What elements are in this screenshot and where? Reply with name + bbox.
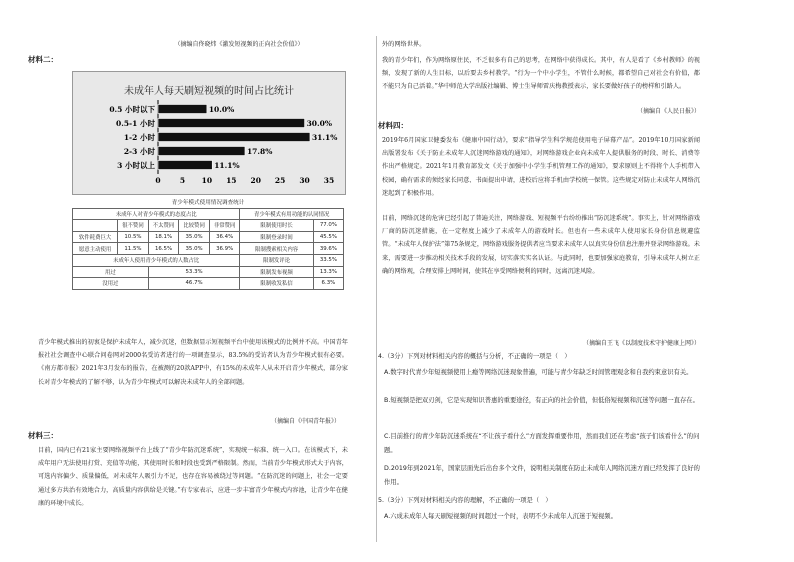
table-cell: 10.5%: [118, 231, 149, 243]
paragraph-material-two: 青少年模式推出的初衷是保护未成年人，减少沉迷，但数据显示短视频平台中使用该模式的比例并不高。中国青年报社社会调查中心联合问卷网对2000名受访者进行的一项调查显示，83.5%的受访者认为青少年模式很有必要。《南方都市报》2021年3月发布的报告，在被测的20款APP中，有15%的未成年人从未开启青少年模式，部分家长对青少年模式的了解不够，认为青少年模式可以解决未成年人的全部问题。: [38, 339, 348, 386]
source-citation-top: （摘编自佟晓炜《激发短视频的正向社会价值》）: [174, 41, 304, 48]
paragraph-right-3: 目前，网络沉迷的危害已经引起了普遍关注，网络游戏、短视频平台纷纷推出“防沉迷系统”。事实上，针对网络游戏厂商的防沉迷措施，在一定程度上减少了未成年人的游戏时长。但也有一些未成年人使用家长身份信息规避监管。“未成年人保护法”第75条规定，网络游戏服务提供者应当要求未成年人以真实身份信息注册并登录网络游戏。未来，需要进一步推动相关技术手段的发展，切实落实实名认证。与此同时，也要加强家庭教育，引导未成年人树立正确的网络观，合理安排上网时间，使其在享受网络便利的同时，远离沉迷风险。: [382, 215, 700, 275]
bar: [158, 105, 207, 114]
table-cell: 77.0%: [313, 220, 343, 232]
chart-title: 未成年人每天刷短视频的时间占比统计: [124, 86, 294, 97]
column-divider: [376, 36, 377, 542]
table-header-functions: 青少年模式有用功能的认同情况: [240, 208, 344, 220]
paragraph-right-1: 我的青少年们，作为网络原住民，不乏很多有自己的思考，在网络中获得成长。其中，有人是看了《乡村教师》的视频，发现了新的人生目标，以后要去乡村教学。“行为一个中小学生，不管什么时候，都希望自己对社会有价值，都不能只为自己活着。”华中师范大学出版社编辑、博士生导师雷庆梅教授表示，家长要做好孩子的榜样和引路人。: [382, 57, 700, 91]
table-cell: 18.1%: [148, 231, 179, 243]
table-cell: 53.3%: [148, 266, 240, 278]
material-three-heading: 材料三：: [28, 431, 58, 440]
source-citation-youth-daily: （摘编自《中国青年报》）: [270, 418, 340, 425]
table-cell-empty: [73, 220, 118, 232]
table-cell: 46.7%: [148, 278, 240, 290]
question-4-option-b[interactable]: B.短视频是把双刃剑，它是实现知识普惠的重要途径，有正向的社会价值，但低俗短视频和沉迷等问题一直存在。: [384, 397, 699, 404]
paragraph-right-2: 2019年6月国家卫健委发布《健康中国行动》，要求“指导学生科学规范使用电子屏幕产品”。2019年10月国家新闻出版署发布《关于防止未成年人沉迷网络游戏的通知》，对网络游戏企业向未成年人提供服务的时段、时长、消费等作出严格规定。2021年1月教育部发文《关于加强中小学生手机管理工作的通知》，要求原则上不得将个人手机带入校园，确有需求的须经家长同意、书面提出申请，进校后应将手机由学校统一保管。这些规定对防止未成年人网络沉迷起到了积极作用。: [382, 137, 700, 197]
table-subheader: 很不赞同: [118, 220, 149, 232]
paragraph-continued: 外的网络世界。: [382, 41, 426, 48]
x-tick-label: 25: [274, 176, 286, 185]
table-cell: 11.5%: [118, 243, 149, 255]
source-citation-wang-fei: （摘编自王飞《以制度技术守护健康上网》）: [582, 340, 700, 347]
data-label: 31.1%: [311, 133, 338, 142]
survey-table: [72, 197, 344, 290]
data-label: 30.0%: [306, 119, 332, 128]
table-row-label: 软件耗费巨大: [73, 231, 118, 243]
bar: [158, 161, 212, 170]
table-cell: 35.0%: [179, 231, 210, 243]
table-subheader: 比较赞同: [179, 220, 210, 232]
question-4-option-c[interactable]: C.目前推行的青少年防沉迷系统在“不让孩子看什么”方面发挥重要作用，然而我们还在考虑“孩子们该看什么”的问题。: [384, 433, 700, 454]
table-cell: 6.3%: [313, 278, 343, 290]
data-label: 10.0%: [208, 105, 235, 114]
table-cell: 限制收发私信: [240, 278, 313, 290]
question-5: 5.（3分）下列对材料相关内容的理解，不正确的一项是（ ）: [378, 497, 552, 504]
table-cell: 33.5%: [313, 254, 343, 266]
table-cell: 36.9%: [209, 243, 240, 255]
x-tick-label: 35: [323, 176, 335, 185]
question-4: 4.（3分）下列对材料相关内容的概括与分析，不正确的一项是（ ）: [378, 353, 571, 360]
table-row-label: 愿意主动使用: [73, 243, 118, 255]
material-two-heading: 材料二：: [28, 55, 58, 64]
table-cell: 39.6%: [313, 243, 343, 255]
table-cell: 45.5%: [313, 231, 343, 243]
material-four-heading: 材料四：: [378, 121, 408, 130]
y-tick-label: 1-2 小时: [123, 133, 155, 142]
y-tick-label: 3 小时以上: [117, 161, 155, 170]
x-tick-label: 10: [201, 176, 213, 185]
bar: [158, 147, 245, 156]
table-cell: 限制搜索相关内容: [240, 243, 313, 255]
table-row-label: 用过: [73, 266, 149, 278]
question-4-option-d[interactable]: D.2019年到2021年，国家层面先后出台多个文件，说明相关制度在防止未成年人网络沉迷方面已经发挥了良好的作用。: [384, 465, 700, 486]
chart-plot: [73, 72, 345, 194]
table-cell: 13.3%: [313, 266, 343, 278]
x-tick-label: 15: [226, 176, 237, 185]
table-subheader: 非常赞同: [209, 220, 240, 232]
bar: [158, 119, 305, 128]
table-caption: 青少年模式使用情况调查统计: [171, 200, 245, 207]
table-header-attitude: 未成年人对青少年模式的态度占比: [73, 208, 240, 220]
x-tick-label: 30: [299, 176, 310, 185]
table-cell: 限制使用时长: [240, 220, 313, 232]
question-4-option-a[interactable]: A.数字时代青少年短视频使用上瘾等网络沉迷现象普遍，可能与青少年缺乏时间管理观念和自我约束意识有关。: [384, 369, 693, 376]
bar: [158, 133, 310, 142]
table-subheader: 不太赞同: [148, 220, 179, 232]
x-tick-label: 5: [179, 176, 186, 185]
table-cell: 16.5%: [148, 243, 179, 255]
table-header-usage: 未成年人使用青少年模式的人数占比: [73, 254, 240, 266]
y-tick-label: 0.5-1 小时: [116, 119, 155, 128]
table-cell: 35.0%: [179, 243, 210, 255]
data-label: 17.8%: [246, 147, 273, 156]
question-5-option-a[interactable]: A.六成未成年人每天刷短视频的时间超过一个时，表明不少未成年人沉迷于短视频。: [384, 513, 617, 520]
table-cell: 36.4%: [209, 231, 240, 243]
paragraph-material-three: 目前，国内已有21家主要网络视频平台上线了“青少年防沉迷系统”，实现统一标准、统一入口。在该模式下，未成年用户无法使用打赏、充值等功能，其使用时长和时段也受到严格限制。然而，当前青少年模式形式大于内容，可选内容偏少、质量偏低，对未成年人吸引力不足，也存在容易被绕过等问题。“在防沉迷的问题上，社会一定要通过多方共治有效地合力，高质量内容供给是关键。”有专家表示，应进一步丰富青少年模式内容池，让青少年在健康的环境中成长。: [38, 447, 348, 507]
table-cell: 限制登录时间: [240, 231, 313, 243]
x-tick-label: 0: [155, 176, 161, 185]
data-label: 11.1%: [214, 161, 240, 170]
source-citation-peoples-daily: （摘编自《人民日报》）: [636, 108, 700, 115]
y-tick-label: 0.5 小时以下: [109, 105, 155, 114]
table-row-label: 没用过: [73, 278, 149, 290]
table-cell: 限制发布视频: [240, 266, 313, 278]
y-tick-label: 2-3 小时: [123, 147, 155, 156]
bar-chart: [72, 71, 346, 195]
table-cell: 限制发评论: [240, 254, 313, 266]
x-tick-label: 20: [250, 176, 261, 185]
